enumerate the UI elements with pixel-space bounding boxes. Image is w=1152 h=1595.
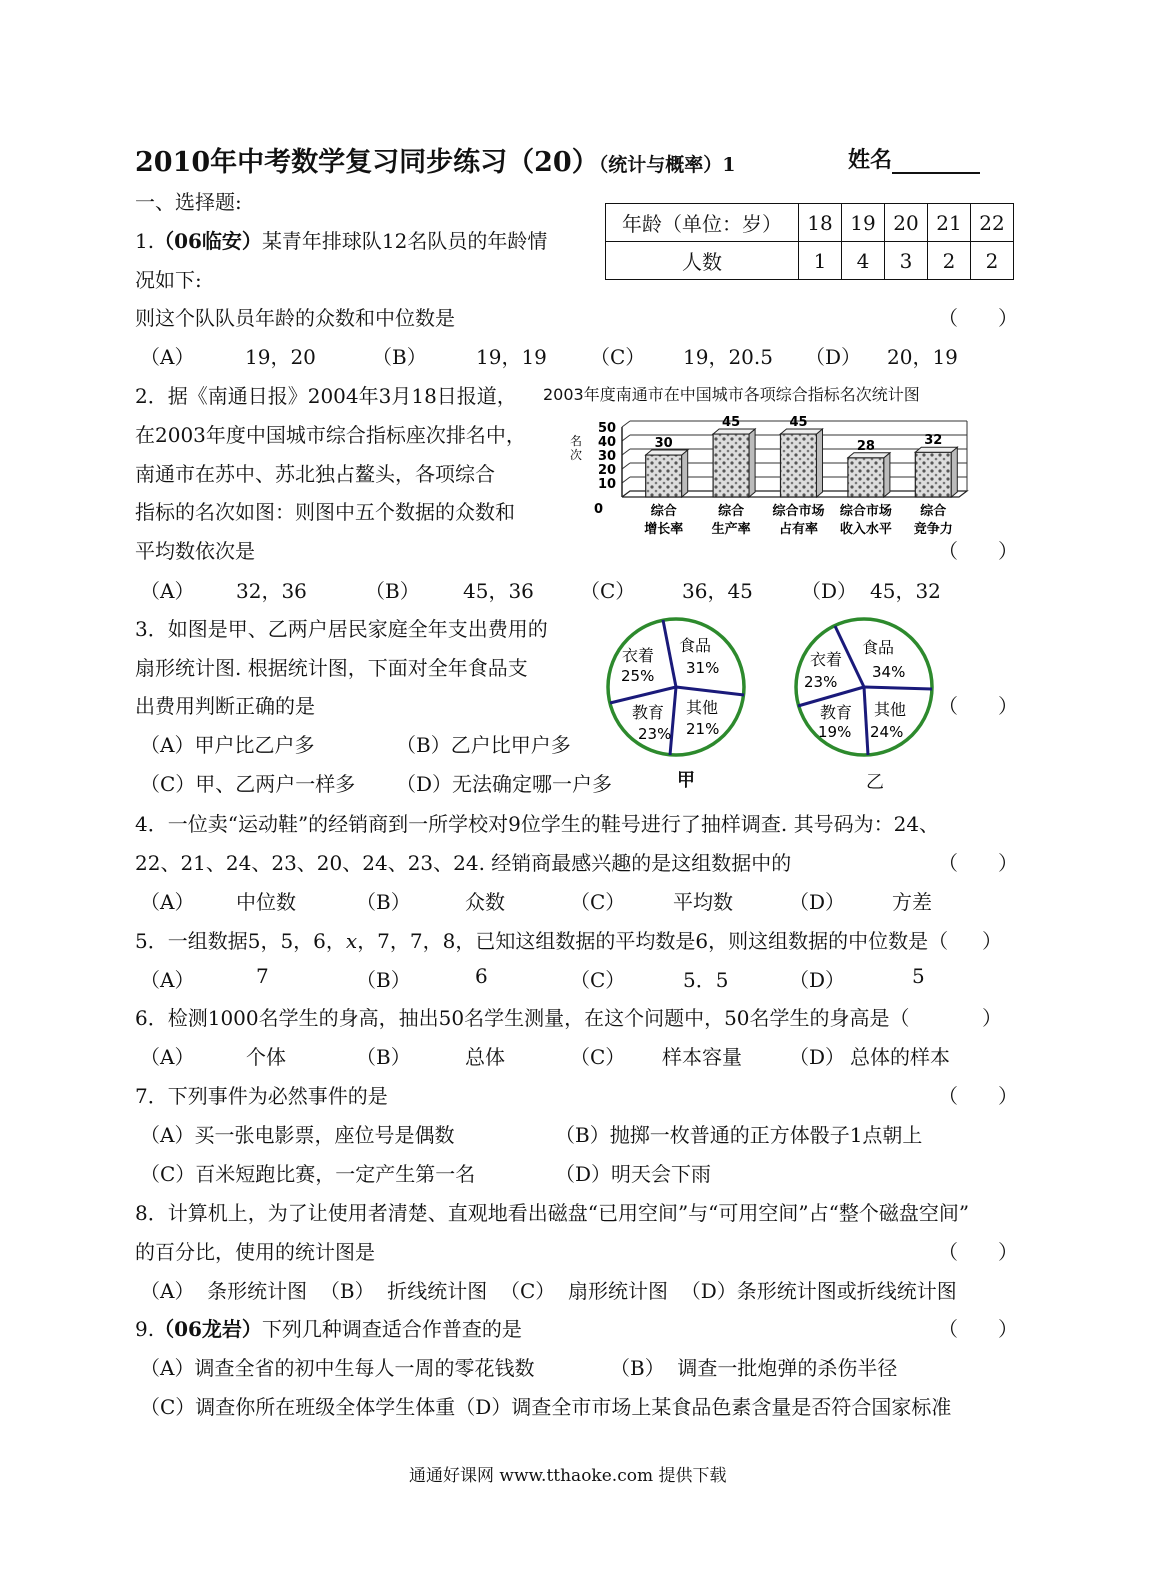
y-tick-label: 50 [598, 421, 617, 436]
question-1-line3: 则这个队队员年龄的众数和中位数是 [135, 306, 455, 330]
q3-option-a: （A）甲户比乙户多 [140, 733, 315, 757]
pie-slice-pct: 25% [621, 667, 655, 685]
bar-side [682, 450, 688, 497]
option-text: 个体 [246, 1045, 286, 1069]
table-header-age: 年龄（单位：岁） [606, 204, 799, 242]
bar-side [884, 453, 890, 497]
q9-option-cd: （C）调查你所在班级全体学生体重（D）调查全市市场上某食品色素含量是否符合国家标准 [140, 1395, 952, 1419]
question-2-line1: 2．据《南通日报》2004年3月18日报道， [135, 384, 517, 408]
table-cell: 20 [885, 204, 928, 242]
option-label: （D） [789, 1045, 846, 1069]
pie-slice-pct: 34% [872, 663, 906, 681]
q4-answer-paren: （ ） [938, 851, 1018, 875]
option-label: （A） [140, 1045, 195, 1069]
q1-source: （06临安） [154, 229, 262, 253]
q6-paren-end: ） [982, 1006, 1002, 1030]
q5-text-a: 5．一组数据5，5，6， [135, 929, 346, 953]
question-8-line1: 8．计算机上，为了让使用者清楚、直观地看出磁盘“已用空间”与“可用空间”占“整个磁盘空间” [135, 1201, 970, 1225]
q7-option-a: （A）买一张电影票，座位号是偶数 [140, 1123, 455, 1147]
table-cell: 1 [799, 242, 842, 280]
grid-line [622, 435, 630, 441]
pie-slice-label: 其他 [686, 698, 719, 717]
x-tick-label: 占有率 [778, 522, 819, 537]
pie-yi-caption: 乙 [866, 772, 884, 793]
option-text: 样本容量 [662, 1045, 742, 1069]
option-label: （C） [590, 345, 646, 369]
page-title [135, 140, 735, 179]
y-tick-label: 0 [594, 502, 604, 517]
table-cell: 18 [799, 204, 842, 242]
y-tick-label: 30 [598, 449, 617, 464]
table-header-count: 人数 [606, 242, 799, 280]
q5-text-b: ，7，7，8，已知这组数据的平均数是6，则这组数据的中位数是（ [357, 929, 949, 953]
pie-divider [864, 687, 932, 689]
y-tick-label: 40 [598, 435, 617, 450]
option-text: 5．5 [683, 968, 729, 992]
name-label: 姓名 [848, 147, 893, 173]
name-field [848, 143, 980, 174]
question-1-line1 [135, 225, 547, 254]
pie-slice-label: 食品 [862, 638, 895, 657]
chart-y-label: 名次 [570, 434, 583, 462]
table-row [606, 204, 1014, 242]
option-label: （D） [789, 890, 846, 914]
bar-side [817, 429, 823, 497]
q3-option-c: （C）甲、乙两户一样多 [140, 772, 356, 796]
q9-source: （06龙岩） [154, 1317, 262, 1341]
pie-slice-pct: 23% [804, 673, 838, 691]
q8-options: （A） 条形统计图 （B） 折线统计图 （C） 扇形统计图 （D）条形统计图或折线统计图 [140, 1279, 957, 1303]
question-2-line3: 南通市在苏中、苏北独占鳌头，各项综合 [135, 462, 495, 486]
y-tick-label: 20 [598, 463, 617, 478]
question-8-line2: 的百分比，使用的统计图是 [135, 1240, 375, 1264]
pie-slice-pct: 21% [686, 720, 720, 738]
chart-bars [646, 415, 958, 497]
option-label: （A） [140, 345, 195, 369]
option-label: （A） [140, 579, 195, 603]
option-label: （D） [805, 345, 862, 369]
q1-num: 1. [135, 229, 155, 253]
option-label: （B） [356, 968, 411, 992]
question-6-line1: 6．检测1000名学生的身高，抽出50名学生测量，在这个问题中，50名学生的身高是（ [135, 1006, 910, 1030]
option-text: 19，19 [476, 345, 547, 369]
pie-slice-pct: 24% [870, 723, 904, 741]
question-1-line2: 况如下: [135, 268, 202, 292]
q7-option-b: （B）抛掷一枚普通的正方体骰子1点朝上 [555, 1123, 923, 1147]
option-text: 36，45 [682, 579, 753, 603]
q1-answer-paren: （ ） [938, 306, 1018, 330]
grid-line [622, 421, 630, 427]
option-label: （C） [580, 579, 636, 603]
option-text: 19，20.5 [683, 345, 773, 369]
q8-answer-paren: （ ） [938, 1240, 1018, 1264]
pie-chart-yi [792, 615, 937, 760]
q7-option-c: （C）百米短跑比赛，一定产生第一名 [140, 1162, 476, 1186]
question-9-line1 [135, 1313, 522, 1342]
option-label: （A） [140, 890, 195, 914]
table-cell: 2 [928, 242, 971, 280]
pie-slice-label: 其他 [874, 700, 907, 719]
x-tick-label: 综合 [650, 504, 677, 519]
x-tick-label: 竞争力 [913, 522, 953, 537]
option-text: 20，19 [887, 345, 958, 369]
q9-answer-paren: （ ） [938, 1317, 1018, 1341]
q9-num: 9. [135, 1317, 155, 1341]
question-7-line1: 7．下列事件为必然事件的是 [135, 1084, 388, 1108]
data-label: 28 [856, 438, 875, 454]
pie-slice-pct: 31% [686, 659, 720, 677]
q5-variable: x [345, 929, 358, 953]
table-cell: 19 [842, 204, 885, 242]
y-tick-label: 10 [598, 477, 617, 492]
q2-answer-paren: （ ） [938, 539, 1018, 563]
option-text: 7 [256, 964, 269, 988]
title-main: 2010年中考数学复习同步练习（20） [135, 147, 599, 178]
option-label: （B） [356, 890, 411, 914]
option-text: 5 [912, 964, 925, 988]
pie-slice-label: 教育 [820, 703, 853, 722]
bar-chart [562, 405, 982, 545]
question-4-line2: 22、21、24、23、20、24、23、24. 经销商最感兴趣的是这组数据中的 [135, 851, 792, 875]
chart-x-labels [644, 503, 953, 537]
data-label: 45 [722, 415, 741, 430]
q3-answer-paren: （ ） [938, 694, 1018, 718]
x-tick-label: 综合市场 [772, 504, 825, 519]
table-cell: 22 [971, 204, 1014, 242]
bar [713, 434, 749, 497]
option-label: （D） [789, 968, 846, 992]
option-text: 总体 [465, 1045, 505, 1069]
q3-option-b: （B）乙户比甲户多 [396, 733, 571, 757]
option-label: （D） [801, 579, 858, 603]
q9-text: 下列几种调查适合作普查的是 [261, 1317, 522, 1341]
option-label: （C） [570, 890, 626, 914]
section-heading: 一、选择题: [135, 190, 242, 214]
pie-chart-jia [604, 615, 749, 760]
bar [646, 455, 682, 497]
question-4-line1: 4．一位卖“运动鞋”的经销商到一所学校对9位学生的鞋号进行了抽样调查. 其号码为：24、 [135, 812, 940, 836]
question-3-line2: 扇形统计图. 根据统计图，下面对全年食品支 [135, 656, 528, 680]
option-text: 平均数 [673, 890, 733, 914]
option-label: （B） [365, 579, 420, 603]
pie-slice-label: 教育 [632, 703, 665, 722]
table-cell: 4 [842, 242, 885, 280]
bar [781, 434, 817, 497]
x-tick-label: 综合市场 [839, 504, 892, 519]
x-tick-label: 收入水平 [839, 522, 892, 537]
pie-slice-pct: 19% [818, 723, 852, 741]
q9-option-a: （A）调查全省的初中生每人一周的零花钱数 [140, 1356, 535, 1380]
bar [848, 458, 884, 497]
x-tick-label: 生产率 [711, 522, 751, 537]
data-label: 45 [789, 415, 808, 430]
name-blank [892, 150, 980, 174]
option-label: （A） [140, 968, 195, 992]
option-label: （C） [570, 968, 626, 992]
pie-slice-label: 食品 [679, 636, 712, 655]
pie-slice-label: 衣着 [810, 650, 843, 669]
data-label: 32 [924, 433, 943, 449]
x-tick-label: 综合 [920, 504, 947, 519]
chart-title: 2003年度南通市在中国城市各项综合指标名次统计图 [543, 385, 920, 404]
option-label: （B） [356, 1045, 411, 1069]
q7-answer-paren: （ ） [938, 1084, 1018, 1108]
x-tick-label: 增长率 [644, 522, 684, 537]
option-text: 45，36 [463, 579, 534, 603]
bar-side [951, 447, 957, 497]
x-tick-label: 综合 [718, 504, 745, 519]
question-2-line2: 在2003年度中国城市综合指标座次排名中， [135, 423, 526, 447]
table-cell: 21 [928, 204, 971, 242]
grid-line [622, 449, 630, 455]
footer-text: 通通好课网 www.tthaoke.com 提供下载 [409, 1466, 727, 1486]
option-text: 19，20 [245, 345, 316, 369]
table-row [606, 242, 1014, 280]
grid-line [622, 463, 630, 469]
option-text: 45，32 [870, 579, 941, 603]
title-sub: （统计与概率）1 [598, 154, 736, 176]
option-text: 6 [475, 964, 488, 988]
bar [915, 452, 951, 497]
q3-option-d: （D）无法确定哪一户多 [396, 772, 613, 796]
pie-slice-label: 衣着 [622, 646, 655, 665]
question-5-line1 [135, 925, 948, 954]
option-text: 32，36 [236, 579, 307, 603]
question-3-line1: 3．如图是甲、乙两户居民家庭全年支出费用的 [135, 617, 548, 641]
bar-side [749, 429, 755, 497]
chart-y-ticks [594, 421, 616, 517]
option-text: 总体的样本 [850, 1045, 950, 1069]
q5-paren-end: ） [982, 929, 1002, 953]
pie-slice-pct: 23% [638, 725, 672, 743]
option-label: （B） [372, 345, 427, 369]
option-text: 方差 [892, 890, 932, 914]
question-2-line4: 指标的名次如图：则图中五个数据的众数和 [135, 500, 515, 524]
table-cell: 2 [971, 242, 1014, 280]
q9-option-b: （B） 调查一批炮弹的杀伤半径 [610, 1356, 898, 1380]
option-text: 众数 [465, 890, 505, 914]
q7-option-d: （D）明天会下雨 [555, 1162, 712, 1186]
grid-line [622, 477, 630, 483]
age-table [605, 203, 1014, 280]
q1-text1: 某青年排球队12名队员的年龄情 [261, 229, 548, 253]
pie-jia-caption: 甲 [677, 770, 695, 791]
question-3-line3: 出费用判断正确的是 [135, 694, 315, 718]
table-cell: 3 [885, 242, 928, 280]
question-2-line5: 平均数依次是 [135, 539, 255, 563]
data-label: 30 [654, 436, 673, 451]
option-text: 中位数 [236, 890, 296, 914]
option-label: （C） [570, 1045, 626, 1069]
